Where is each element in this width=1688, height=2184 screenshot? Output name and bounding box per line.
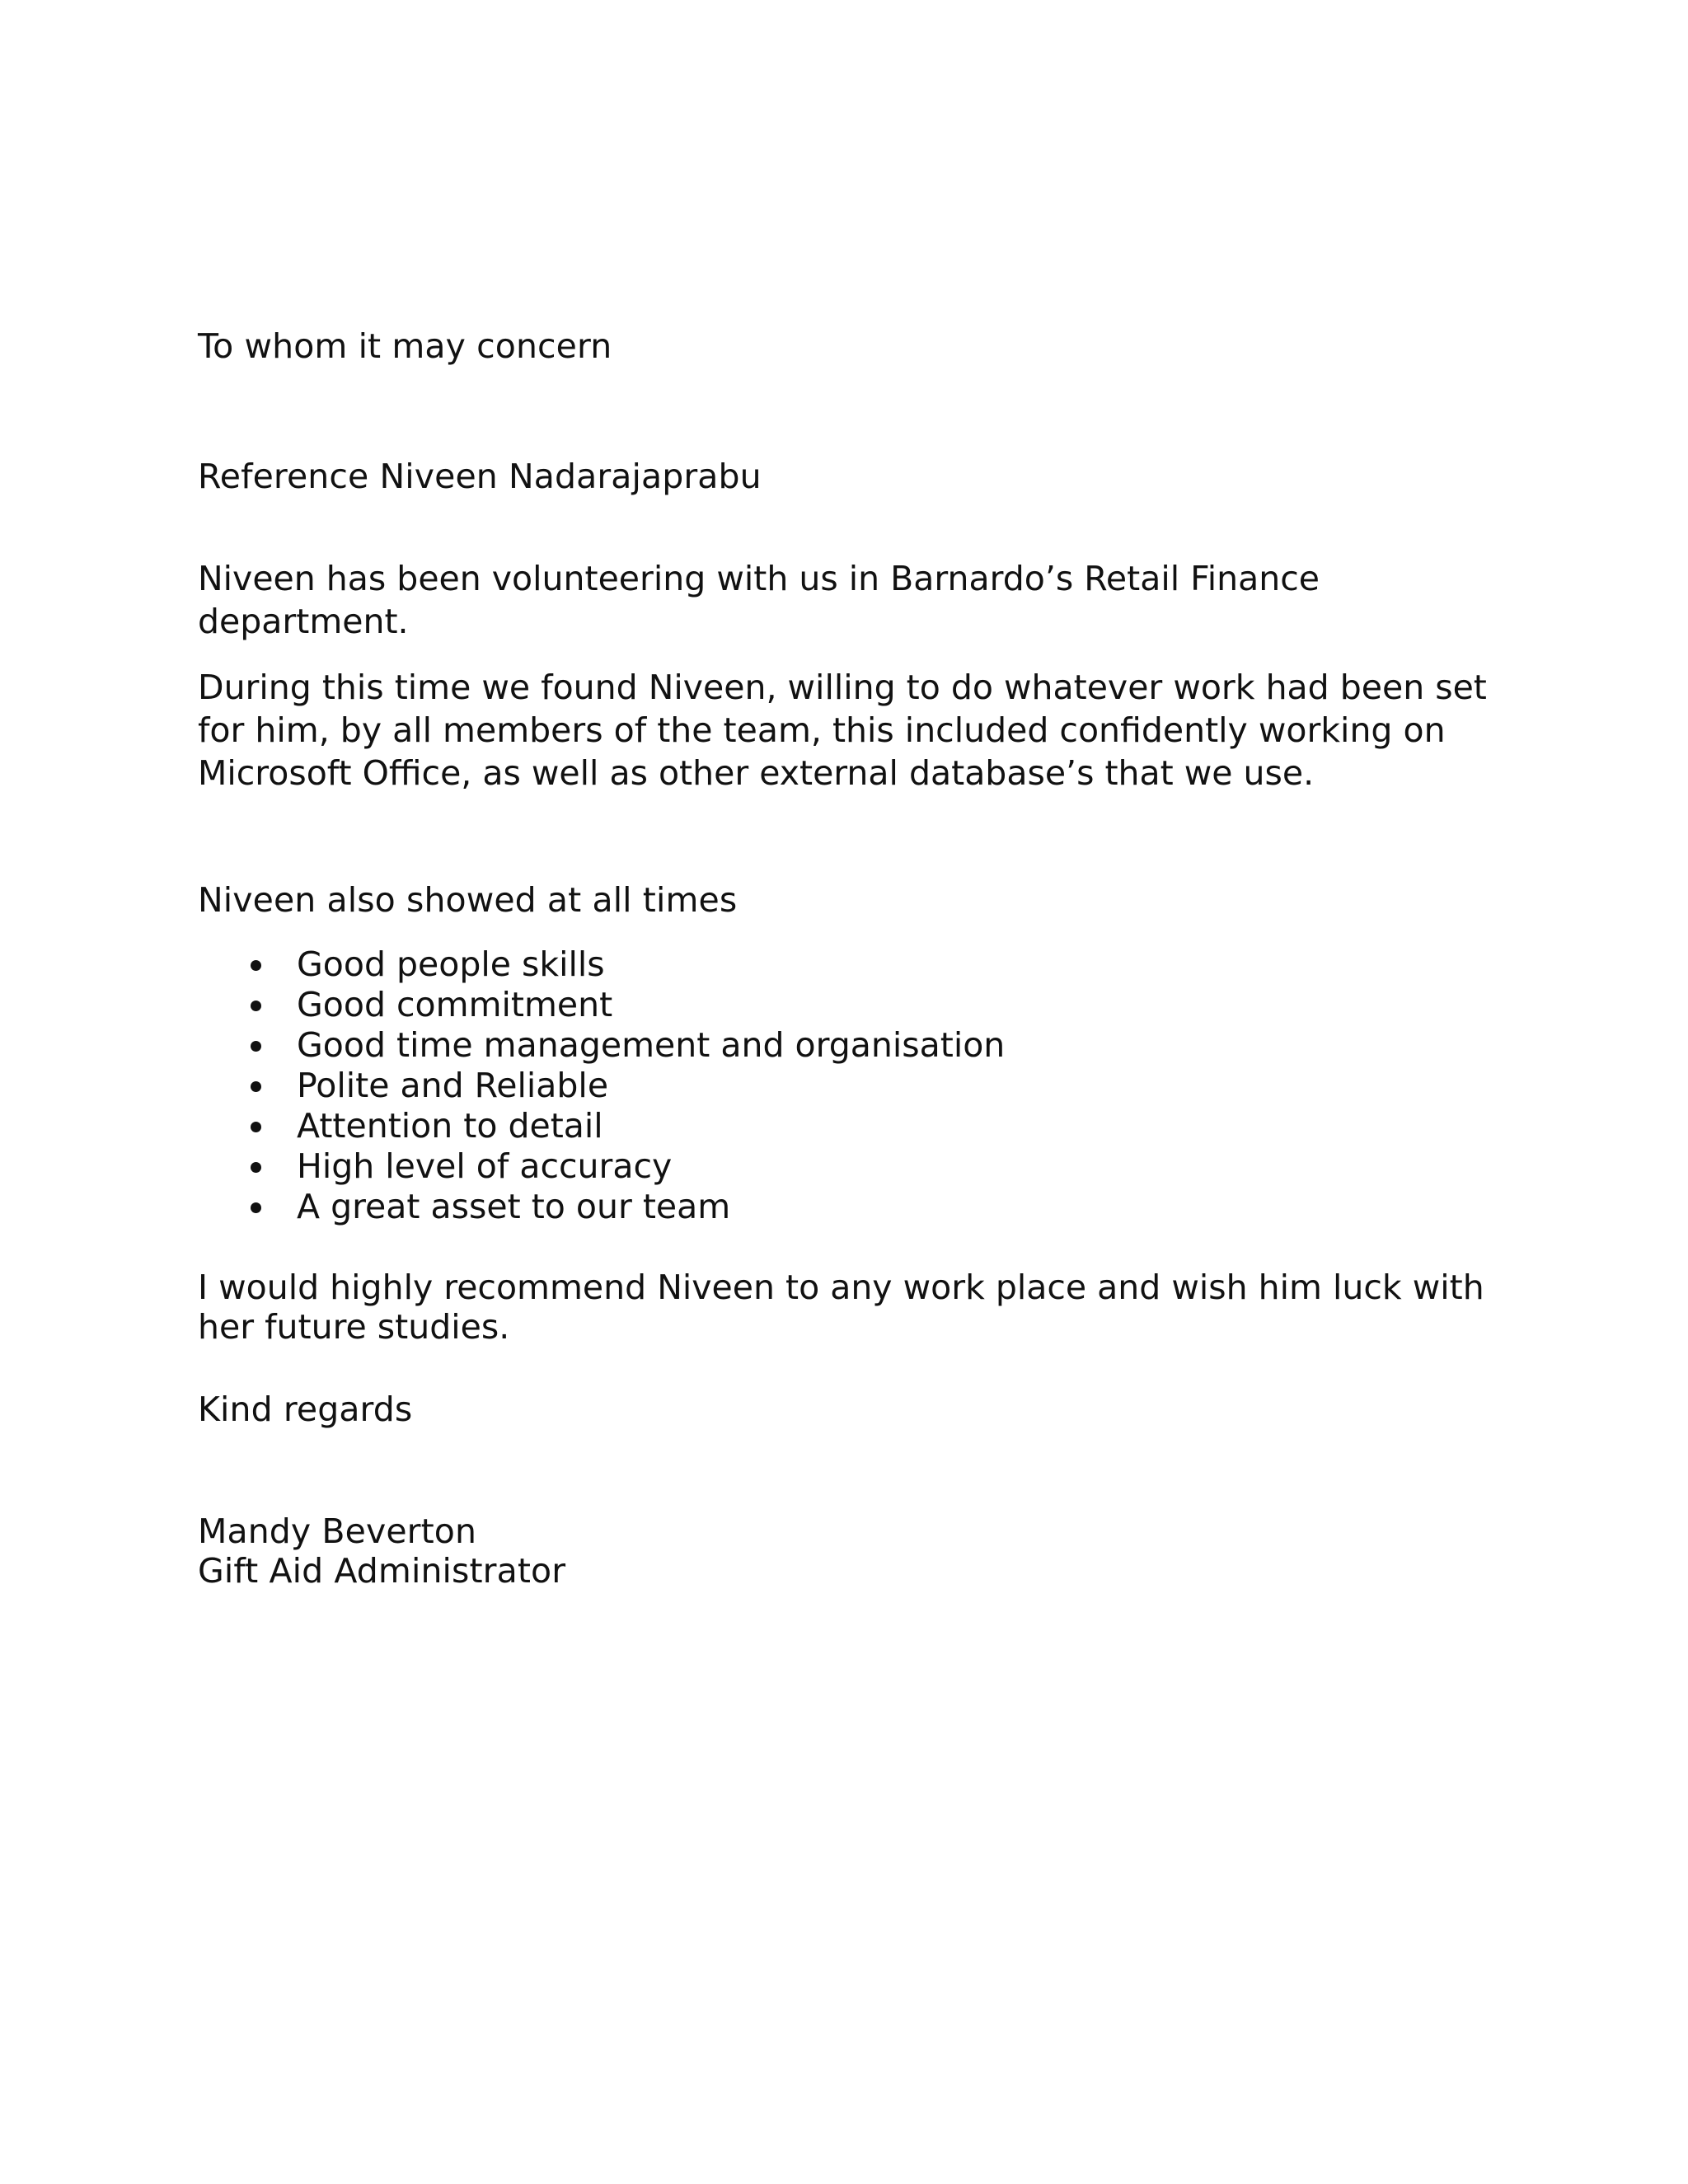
list-item: [198, 1066, 1005, 1106]
body-paragraph: During this time we found Niveen, willing to do whatever work had been set for him, by all members of the team, this included confidently working on Microsoft Office, as well as other external database’s that we use.: [198, 668, 1487, 793]
intro-paragraph: Niveen has been volunteering with us in Barnardo’s Retail Finance department.: [198, 559, 1320, 641]
qualities-list: [198, 944, 1005, 1227]
list-item-text: A great asset to our team: [297, 1187, 731, 1226]
list-item: [198, 944, 1005, 985]
bullet-icon: [251, 1162, 261, 1173]
closing: Kind regards: [198, 1390, 413, 1429]
list-item: [198, 1146, 1005, 1187]
bullet-icon: [251, 1122, 261, 1132]
reference-line: Reference Niveen Nadarajaprabu: [198, 457, 762, 496]
signer-name: Mandy Beverton: [198, 1511, 477, 1551]
bullet-icon: [251, 960, 261, 971]
list-item-text: High level of accuracy: [297, 1146, 673, 1186]
signer-title: Gift Aid Administrator: [198, 1551, 566, 1591]
list-item-text: Good time management and organisation: [297, 1025, 1006, 1065]
list-item-text: Attention to detail: [297, 1106, 603, 1146]
list-item: [198, 1106, 1005, 1146]
list-item: [198, 1025, 1005, 1066]
salutation: To whom it may concern: [198, 326, 612, 366]
list-item: [198, 985, 1005, 1025]
list-item-text: Good people skills: [297, 944, 605, 984]
bullet-icon: [251, 1202, 261, 1213]
bullet-icon: [251, 1041, 261, 1052]
recommendation-paragraph: I would highly recommend Niveen to any work place and wish him luck with her future studies.: [198, 1268, 1484, 1347]
list-item-text: Good commitment: [297, 985, 613, 1024]
bullet-icon: [251, 1001, 261, 1011]
list-item-text: Polite and Reliable: [297, 1066, 609, 1105]
list-item: [198, 1187, 1005, 1227]
qualities-intro: Niveen also showed at all times: [198, 880, 738, 920]
bullet-icon: [251, 1081, 261, 1092]
